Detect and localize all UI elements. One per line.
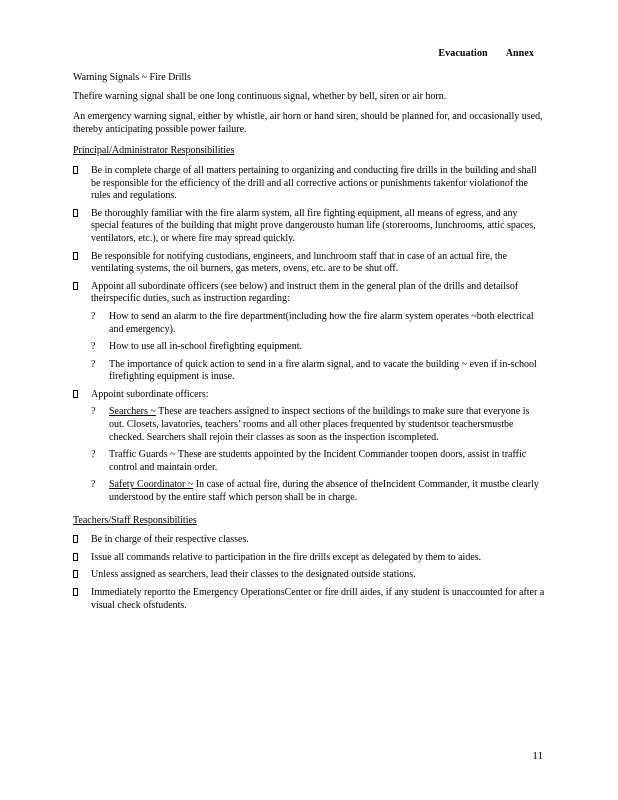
section-title: Warning Signals ~ Fire Drills [73, 72, 191, 83]
bullet-icon [73, 282, 78, 290]
list-item-text: Be in charge of their respective classes. [91, 534, 249, 546]
sub-list-item-text: How to use all in-school firefighting equipment. [109, 341, 303, 353]
officer-description: These are teachers assigned to inspect sections of the buildings to make sure that everyone is out. Closets, lavatories, teachers’ rooms and all other places frequented by studentsor teachersmustbe checked. Searchers shall rejoin their classes as soon as the inspection iscompleted. [109, 406, 530, 443]
sub-bullet-marker: ? [91, 406, 96, 418]
sub-bullet-marker: ? [91, 479, 96, 491]
sub-list-item [73, 359, 545, 384]
list-item-text: Immediately reportto the Emergency OperationsCenter or fire drill aides, if any student is unaccounted for after a visual check ofstudents. [91, 587, 545, 611]
list-item [73, 251, 545, 276]
teachers-heading: Teachers/Staff Responsibilities [73, 514, 197, 526]
bullet-icon [73, 209, 78, 217]
list-item [73, 552, 545, 565]
officer-description: These are students appointed by the Incident Commander toopen doors, assist in traffic control and maintain order. [109, 449, 527, 473]
bullet-icon [73, 588, 78, 596]
officer-description: In case of actual fire, during the absence of theIncident Commander, it mustbe clearly understood by the entire staff which person shall be in charge. [109, 479, 539, 504]
header-evacuation: Evacuation [438, 48, 488, 59]
header-annex: Annex [505, 48, 534, 59]
officer-item-safety-coordinator [73, 479, 545, 504]
bullet-icon [73, 570, 78, 578]
list-item-text: Issue all commands relative to participation in the fire drills except as delegated by them to aides. [91, 551, 482, 563]
officer-item-searchers [73, 406, 545, 444]
bullet-icon [73, 535, 78, 543]
list-item-text: Be responsible for notifying custodians, engineers, and lunchroom staff that in case of an actual fire, the ventilating systems, the oil burners, gas meters, ovens, etc. are to be shut off. [91, 250, 508, 275]
document-body [73, 72, 545, 617]
officer-name: Searchers ~ [109, 406, 156, 418]
list-item [73, 165, 545, 203]
bullet-icon [73, 390, 78, 398]
list-item [73, 569, 545, 582]
list-item [73, 587, 545, 612]
sub-bullet-marker: ? [91, 341, 96, 353]
list-item [73, 534, 545, 547]
list-item [73, 208, 545, 246]
sub-bullet-marker: ? [91, 310, 96, 322]
sub-bullet-marker: ? [91, 358, 96, 370]
page-header [438, 48, 534, 61]
sub-list-item-text: The importance of quick action to send in a fire alarm signal, and to vacate the building ~ even if in-school firefighting equipment is inuse. [109, 358, 537, 383]
officer-name: Traffic Guards ~ [109, 449, 176, 461]
list-item [73, 389, 545, 402]
principal-heading: Principal/Administrator Responsibilities [73, 145, 235, 157]
list-item-text: Be thoroughly familiar with the fire alarm system, all fire fighting equipment, all means of egress, and any special features of the building that might prove dangerousto human life (storerooms, lunchrooms, attic spaces, ventilators, etc.), or where fire may spread quickly. [91, 207, 536, 244]
bullet-icon [73, 252, 78, 260]
list-item-text: Unless assigned as searchers, lead their classes to the designated outside stations. [91, 569, 416, 581]
list-item-text: Appoint all subordinate officers (see below) and instruct them in the general plan of the drills and detailsof theirspecific duties, such as instruction regarding: [91, 280, 519, 305]
paragraph-warning-signal: Thefire warning signal shall be one long continuous signal, whether by bell, siren or air horn. [73, 90, 447, 102]
list-item [73, 281, 545, 306]
officer-name: Safety Coordinator ~ [109, 479, 194, 491]
paragraph-emergency-signal: An emergency warning signal, either by whistle, air horn or hand siren, should be planned for, and occasionally used, thereby anticipating possible power failure. [73, 111, 543, 135]
bullet-icon [73, 553, 78, 561]
sub-bullet-marker: ? [91, 449, 96, 461]
sub-list-item [73, 311, 545, 336]
list-item-text: Appoint subordinate officers: [91, 388, 209, 400]
page-number: 11 [532, 750, 543, 762]
list-item-text: Be in complete charge of all matters pertaining to organizing and conducting fire drills in the building and shall be responsible for the efficiency of the drill and all corrective actions or punishments takenfor violationof the rules and regulations. [91, 164, 537, 202]
sub-list-item [73, 341, 545, 354]
officer-item-traffic-guards [73, 449, 545, 474]
sub-list-item-text: How to send an alarm to the fire department(including how the fire alarm system operates ~both electrical and emergency). [109, 310, 534, 335]
bullet-icon [73, 166, 78, 174]
